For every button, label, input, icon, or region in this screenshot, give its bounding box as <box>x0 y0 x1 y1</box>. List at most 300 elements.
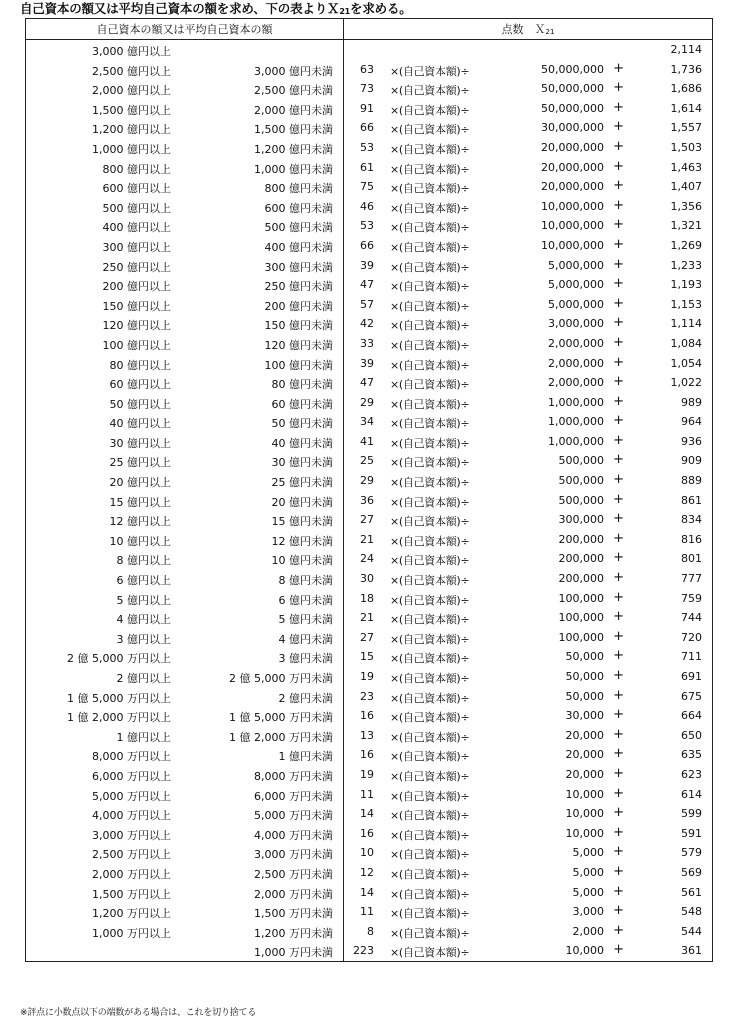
range-lower: 2,000 万円以上 <box>92 867 171 881</box>
plus-sign: + <box>613 844 624 860</box>
table-row <box>26 765 713 785</box>
divisor: 3,000,000 <box>548 317 604 331</box>
formula-expression: ×(自己資本額)÷ <box>390 476 470 490</box>
range-cell <box>26 138 344 158</box>
coefficient: 39 <box>360 258 374 272</box>
range-cell <box>26 843 344 863</box>
range-cell <box>26 667 344 687</box>
range-lower: 1,200 万円以上 <box>92 907 171 921</box>
constant: 759 <box>681 591 702 605</box>
range-cell <box>26 412 344 432</box>
constant: 744 <box>681 611 702 625</box>
plus-sign: + <box>613 472 624 488</box>
range-cell <box>26 706 344 726</box>
divisor: 10,000 <box>565 944 604 958</box>
table-row <box>26 79 713 99</box>
range-upper: 6 億円未満 <box>278 593 333 607</box>
table-row <box>26 451 713 471</box>
formula-expression: ×(自己資本額)÷ <box>390 260 470 274</box>
range-cell <box>26 883 344 903</box>
formula-cell <box>344 256 713 276</box>
divisor: 1,000,000 <box>548 415 604 429</box>
formula-cell <box>344 79 713 99</box>
range-upper: 2,500 億円未満 <box>254 84 333 98</box>
divisor: 50,000,000 <box>541 62 604 76</box>
formula-expression: ×(自己資本額)÷ <box>390 64 470 78</box>
coefficient: 75 <box>360 180 374 194</box>
range-cell <box>26 687 344 707</box>
range-lower: 6 億円以上 <box>116 574 171 588</box>
formula-cell <box>344 549 713 569</box>
range-upper: 3 億円未満 <box>278 652 333 666</box>
table-row <box>26 60 713 80</box>
range-cell <box>26 824 344 844</box>
range-cell <box>26 216 344 236</box>
formula-cell <box>344 922 713 942</box>
formula-cell <box>344 412 713 432</box>
coefficient: 61 <box>360 160 374 174</box>
plus-sign: + <box>613 413 624 429</box>
formula-expression: ×(自己資本額)÷ <box>390 750 470 764</box>
table-row <box>26 589 713 609</box>
range-lower: 3,000 万円以上 <box>92 828 171 842</box>
coefficient: 30 <box>360 572 374 586</box>
constant: 1,463 <box>670 160 702 174</box>
coefficient: 21 <box>360 532 374 546</box>
plus-sign: + <box>613 903 624 919</box>
plus-sign: + <box>613 432 624 448</box>
divisor: 50,000,000 <box>541 82 604 96</box>
range-lower: 2 億 5,000 万円以上 <box>67 652 171 666</box>
range-upper: 50 億円未満 <box>271 417 333 431</box>
plus-sign: + <box>613 668 624 683</box>
divisor: 5,000 <box>572 865 604 879</box>
divisor: 10,000,000 <box>541 199 604 213</box>
formula-cell <box>344 99 713 119</box>
range-cell <box>26 236 344 256</box>
formula-cell <box>344 647 713 667</box>
coefficient: 33 <box>360 336 374 350</box>
range-lower: 1,000 億円以上 <box>92 142 171 156</box>
formula-cell <box>344 451 713 471</box>
formula-expression: ×(自己資本額)÷ <box>390 495 470 509</box>
formula-cell <box>344 491 713 511</box>
range-lower: 3,000 億円以上 <box>92 45 171 58</box>
formula-expression: ×(自己資本額)÷ <box>390 691 470 705</box>
formula-cell <box>344 40 713 60</box>
range-upper: 3,000 万円未満 <box>254 848 333 862</box>
range-cell <box>26 158 344 178</box>
table-row <box>26 726 713 746</box>
range-upper: 20 億円未満 <box>271 495 333 509</box>
coefficient: 16 <box>360 748 374 762</box>
formula-expression: ×(自己資本額)÷ <box>390 867 470 881</box>
range-lower: 12 億円以上 <box>109 515 171 529</box>
coefficient: 29 <box>360 395 374 409</box>
formula-cell <box>344 785 713 805</box>
formula-cell <box>344 393 713 413</box>
divisor: 20,000,000 <box>541 180 604 194</box>
constant: 777 <box>681 572 702 586</box>
range-upper: 10 億円未満 <box>271 554 333 568</box>
formula-expression: ×(自己資本額)÷ <box>390 515 470 529</box>
plus-sign: + <box>613 922 624 938</box>
plus-sign: + <box>613 295 624 311</box>
formula-expression: ×(自己資本額)÷ <box>390 809 470 823</box>
range-lower: 20 億円以上 <box>109 476 171 490</box>
range-upper: 25 億円未満 <box>271 476 333 490</box>
formula-cell <box>344 60 713 80</box>
formula-expression: ×(自己資本額)÷ <box>390 162 470 176</box>
plus-sign: + <box>613 628 624 644</box>
plus-sign: + <box>613 217 624 233</box>
constant: 561 <box>681 885 702 899</box>
formula-expression: ×(自己資本額)÷ <box>390 358 470 372</box>
table-row <box>26 608 713 628</box>
range-lower: 1,500 億円以上 <box>92 103 171 117</box>
range-cell <box>26 334 344 354</box>
constant: 544 <box>681 924 702 938</box>
divisor: 20,000 <box>565 728 604 742</box>
divisor: 200,000 <box>558 552 604 566</box>
range-lower: 80 億円以上 <box>109 358 171 372</box>
formula-cell <box>344 197 713 217</box>
coefficient: 23 <box>360 689 374 703</box>
divisor: 200,000 <box>558 572 604 586</box>
constant: 711 <box>681 650 702 664</box>
formula-cell <box>344 902 713 922</box>
divisor: 50,000 <box>565 689 604 703</box>
range-upper: 8,000 万円未満 <box>254 769 333 783</box>
range-cell <box>26 608 344 628</box>
formula-cell <box>344 471 713 491</box>
page-title: 自己資本の額又は平均自己資本の額を求め、下の表よりＸ$_{21}$を求める。 <box>20 1 412 16</box>
formula-expression: ×(自己資本額)÷ <box>390 652 470 666</box>
divisor: 10,000,000 <box>541 219 604 233</box>
formula-expression: ×(自己資本額)÷ <box>390 907 470 921</box>
constant: 623 <box>681 767 702 781</box>
range-lower: 4,000 万円以上 <box>92 809 171 823</box>
table-row <box>26 785 713 805</box>
table-row <box>26 941 713 961</box>
range-cell <box>26 628 344 648</box>
formula-expression: ×(自己資本額)÷ <box>390 338 470 352</box>
formula-cell <box>344 510 713 530</box>
table-row <box>26 256 713 276</box>
coefficient: 11 <box>360 905 374 919</box>
formula-expression: ×(自己資本額)÷ <box>390 417 470 431</box>
constant: 591 <box>681 826 702 840</box>
range-upper: 40 億円未満 <box>271 436 333 450</box>
plus-sign: + <box>613 393 624 409</box>
range-lower: 2 億円以上 <box>116 672 171 685</box>
divisor: 20,000 <box>565 748 604 762</box>
constant: 1,686 <box>670 82 702 96</box>
table-row <box>26 354 713 374</box>
plus-sign: + <box>613 276 624 292</box>
divisor: 2,000 <box>572 924 604 938</box>
table-row <box>26 745 713 765</box>
divisor: 5,000,000 <box>548 278 604 292</box>
formula-expression: ×(自己資本額)÷ <box>390 848 470 862</box>
coefficient: 34 <box>360 415 374 429</box>
divisor: 500,000 <box>558 493 604 507</box>
table-row <box>26 706 713 726</box>
plus-sign: + <box>613 726 624 742</box>
footnote: ※評点に小数点以下の端数がある場合は、これを切り捨てる <box>20 1008 257 1018</box>
formula-cell <box>344 177 713 197</box>
constant: 1,193 <box>670 278 702 292</box>
constant: 989 <box>681 395 702 409</box>
range-lower: 250 億円以上 <box>102 260 171 274</box>
divisor: 20,000 <box>565 767 604 781</box>
formula-cell <box>344 216 713 236</box>
range-cell <box>26 275 344 295</box>
range-upper: 2 億円未満 <box>278 691 333 705</box>
coefficient: 27 <box>360 513 374 527</box>
coefficient: 66 <box>360 121 374 135</box>
plus-sign: + <box>613 334 624 350</box>
divisor: 30,000,000 <box>541 121 604 135</box>
range-lower: 100 億円以上 <box>102 338 171 352</box>
range-upper: 2,000 億円未満 <box>254 103 333 117</box>
range-cell <box>26 804 344 824</box>
table-row <box>26 922 713 942</box>
range-upper: 2,500 万円未満 <box>254 867 333 881</box>
coefficient: 91 <box>360 101 374 115</box>
constant: 1,153 <box>670 297 702 311</box>
range-cell <box>26 530 344 550</box>
constant: 361 <box>681 944 702 958</box>
divisor: 3,000 <box>572 905 604 919</box>
table-row <box>26 883 713 903</box>
constant: 1,557 <box>670 121 702 135</box>
plus-sign: + <box>613 138 624 154</box>
table-row <box>26 569 713 589</box>
divisor: 1,000,000 <box>548 434 604 448</box>
formula-cell <box>344 667 713 687</box>
constant: 816 <box>681 532 702 546</box>
coefficient: 14 <box>360 885 374 899</box>
range-upper: 6,000 万円未満 <box>254 789 333 803</box>
range-lower: 1 億 2,000 万円以上 <box>67 711 171 725</box>
table-row <box>26 99 713 119</box>
constant: 1,356 <box>670 199 702 213</box>
range-upper: 60 億円未満 <box>271 397 333 411</box>
constant: 1,054 <box>670 356 702 370</box>
range-lower: 5 億円以上 <box>116 593 171 607</box>
formula-expression: ×(自己資本額)÷ <box>390 319 470 333</box>
plus-sign: + <box>613 158 624 174</box>
constant: 720 <box>681 630 702 644</box>
divisor: 500,000 <box>558 474 604 488</box>
range-upper: 1 億 5,000 万円未満 <box>229 711 333 725</box>
divisor: 50,000 <box>565 670 604 683</box>
formula-expression: ×(自己資本額)÷ <box>390 123 470 137</box>
range-cell <box>26 393 344 413</box>
plus-sign: + <box>613 648 624 664</box>
range-upper: 1,200 億円未満 <box>254 142 333 156</box>
header-capital-range: 自己資本の額又は平均自己資本の額 <box>26 19 344 40</box>
range-upper: 1,500 万円未満 <box>254 907 333 921</box>
plus-sign: + <box>613 942 624 958</box>
divisor: 10,000 <box>565 787 604 801</box>
range-lower: 40 億円以上 <box>109 417 171 431</box>
formula-expression: ×(自己資本額)÷ <box>390 201 470 215</box>
coefficient: 42 <box>360 317 374 331</box>
constant: 936 <box>681 434 702 448</box>
divisor: 200,000 <box>558 532 604 546</box>
formula-expression: ×(自己資本額)÷ <box>390 769 470 783</box>
constant: 1,269 <box>670 238 702 252</box>
formula-cell <box>344 745 713 765</box>
table-row <box>26 471 713 491</box>
range-cell <box>26 569 344 589</box>
table-row <box>26 843 713 863</box>
range-cell <box>26 863 344 883</box>
range-upper: 3,000 億円未満 <box>254 64 333 78</box>
coefficient: 25 <box>360 454 374 468</box>
constant: 964 <box>681 415 702 429</box>
constant: 834 <box>681 513 702 527</box>
formula-cell <box>344 334 713 354</box>
divisor: 500,000 <box>558 454 604 468</box>
formula-cell <box>344 706 713 726</box>
table-row <box>26 216 713 236</box>
formula-cell <box>344 354 713 374</box>
constant: 614 <box>681 787 702 801</box>
range-lower: 10 億円以上 <box>109 534 171 548</box>
plus-sign: + <box>613 687 624 703</box>
formula-expression: ×(自己資本額)÷ <box>390 84 470 98</box>
constant: 650 <box>681 728 702 742</box>
range-lower: 600 億円以上 <box>102 182 171 196</box>
plus-sign: + <box>613 570 624 586</box>
header-score: 点数 Ｘ$_{21}$ <box>344 19 713 40</box>
coefficient: 15 <box>360 650 374 664</box>
formula-expression: ×(自己資本額)÷ <box>390 926 470 940</box>
coefficient: 18 <box>360 591 374 605</box>
range-lower: 300 億円以上 <box>102 240 171 254</box>
formula-cell <box>344 804 713 824</box>
range-upper: 1,200 万円未満 <box>254 926 333 940</box>
range-cell <box>26 922 344 942</box>
formula-cell <box>344 843 713 863</box>
table-row <box>26 432 713 452</box>
formula-expression: ×(自己資本額)÷ <box>390 221 470 235</box>
formula-expression: ×(自己資本額)÷ <box>390 554 470 568</box>
divisor: 2,000,000 <box>548 336 604 350</box>
score-table <box>25 18 713 962</box>
range-lower: 2,500 億円以上 <box>92 64 171 78</box>
range-upper: 120 億円未満 <box>264 338 333 352</box>
table-row <box>26 667 713 687</box>
formula-cell <box>344 138 713 158</box>
divisor: 1,000,000 <box>548 395 604 409</box>
table-row <box>26 647 713 667</box>
range-cell <box>26 295 344 315</box>
range-cell <box>26 902 344 922</box>
range-lower: 1,200 億円以上 <box>92 123 171 137</box>
table-row <box>26 373 713 393</box>
divisor: 5,000 <box>572 846 604 860</box>
coefficient: 29 <box>360 474 374 488</box>
constant: 579 <box>681 846 702 860</box>
constant: 861 <box>681 493 702 507</box>
range-upper: 400 億円未満 <box>264 240 333 254</box>
range-cell <box>26 941 344 961</box>
range-lower: 1 億円以上 <box>116 730 171 744</box>
table-row <box>26 863 713 883</box>
constant: 889 <box>681 474 702 488</box>
divisor: 100,000 <box>558 591 604 605</box>
range-lower: 2,500 万円以上 <box>92 848 171 862</box>
formula-cell <box>344 628 713 648</box>
range-cell <box>26 726 344 746</box>
formula-expression: ×(自己資本額)÷ <box>390 534 470 548</box>
formula-expression: ×(自己資本額)÷ <box>390 711 470 725</box>
range-lower: 50 億円以上 <box>109 397 171 411</box>
range-upper: 600 億円未満 <box>264 201 333 215</box>
range-cell <box>26 354 344 374</box>
divisor: 10,000 <box>565 807 604 821</box>
formula-expression: ×(自己資本額)÷ <box>390 456 470 470</box>
table-row <box>26 510 713 530</box>
coefficient: 14 <box>360 807 374 821</box>
range-upper: 800 億円未満 <box>264 182 333 196</box>
table-row <box>26 118 713 138</box>
range-lower: 60 億円以上 <box>109 378 171 392</box>
plus-sign: + <box>613 589 624 605</box>
formula-expression: ×(自己資本額)÷ <box>390 280 470 294</box>
formula-cell <box>344 941 713 961</box>
range-cell <box>26 99 344 119</box>
range-cell <box>26 177 344 197</box>
formula-cell <box>344 765 713 785</box>
table-row <box>26 412 713 432</box>
constant: 1,407 <box>670 180 702 194</box>
coefficient: 46 <box>360 199 374 213</box>
constant: 1,614 <box>670 101 702 115</box>
range-upper: 8 億円未満 <box>278 574 333 588</box>
coefficient: 19 <box>360 670 374 683</box>
plus-sign: + <box>613 119 624 135</box>
constant: 1,503 <box>670 140 702 154</box>
formula-expression: ×(自己資本額)÷ <box>390 946 470 960</box>
plus-sign: + <box>613 609 624 625</box>
range-cell <box>26 589 344 609</box>
divisor: 5,000,000 <box>548 297 604 311</box>
plus-sign: + <box>613 197 624 213</box>
range-lower: 150 億円以上 <box>102 299 171 313</box>
formula-expression: ×(自己資本額)÷ <box>390 632 470 646</box>
plus-sign: + <box>613 511 624 527</box>
table-row <box>26 197 713 217</box>
range-upper: 5,000 万円未満 <box>254 809 333 823</box>
range-cell <box>26 60 344 80</box>
range-upper: 80 億円未満 <box>271 378 333 392</box>
range-upper: 2 億 5,000 万円未満 <box>229 672 333 685</box>
range-lower: 2,000 億円以上 <box>92 84 171 98</box>
range-cell <box>26 471 344 491</box>
constant: 1,022 <box>670 376 702 390</box>
divisor: 2,000,000 <box>548 376 604 390</box>
coefficient: 223 <box>353 944 374 958</box>
table-row <box>26 138 713 158</box>
range-lower: 1,000 万円以上 <box>92 926 171 940</box>
formula-cell <box>344 158 713 178</box>
range-cell <box>26 40 344 60</box>
